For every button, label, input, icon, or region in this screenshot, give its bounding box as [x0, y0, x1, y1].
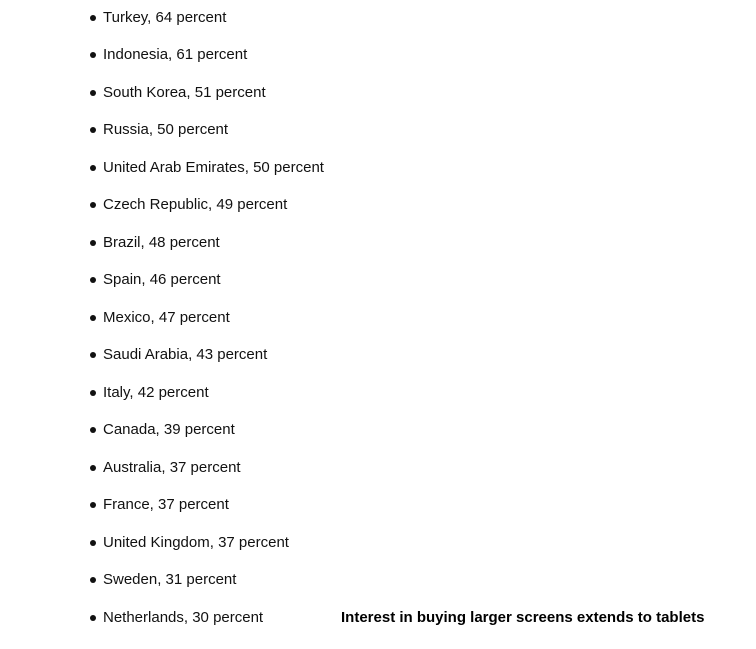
- list-item: [90, 533, 410, 553]
- bullet-icon: [90, 15, 96, 21]
- bullet-icon: [90, 90, 96, 96]
- list-item-text: Czech Republic, 49 percent: [103, 196, 288, 213]
- list-item-text: United Arab Emirates, 50 percent: [103, 159, 324, 176]
- list-item: [90, 383, 410, 403]
- list-item: [90, 45, 410, 65]
- list-item-text: France, 37 percent: [103, 496, 229, 513]
- list-item: [90, 8, 410, 28]
- list-item-text: Indonesia, 61 percent: [103, 46, 248, 63]
- bullet-icon: [90, 502, 96, 508]
- list-item-text: Australia, 37 percent: [103, 459, 241, 476]
- list-item: [90, 420, 410, 440]
- bullet-icon: [90, 127, 96, 133]
- list-item: [90, 83, 410, 103]
- list-item-text: South Korea, 51 percent: [103, 84, 266, 101]
- section-heading: Interest in buying larger screens extends to tablets: [341, 609, 705, 626]
- list-item: [90, 570, 410, 590]
- list-item-text: Sweden, 31 percent: [103, 571, 237, 588]
- bullet-icon: [90, 427, 96, 433]
- list-item-text: Brazil, 48 percent: [103, 234, 220, 251]
- list-item-text: Russia, 50 percent: [103, 121, 229, 138]
- bullet-icon: [90, 202, 96, 208]
- list-item: [90, 495, 410, 515]
- list-item: [90, 345, 410, 365]
- list-item: [90, 308, 410, 328]
- bullet-icon: [90, 165, 96, 171]
- list-item: [90, 270, 410, 290]
- list-item-text: Turkey, 64 percent: [103, 9, 227, 26]
- bullet-icon: [90, 240, 96, 246]
- bullet-icon: [90, 52, 96, 58]
- bullet-icon: [90, 352, 96, 358]
- list-item: [90, 233, 410, 253]
- list-item-text: Spain, 46 percent: [103, 271, 221, 288]
- list-item-text: Italy, 42 percent: [103, 384, 209, 401]
- list-item-text: Netherlands, 30 percent: [103, 609, 264, 626]
- list-item-text: Canada, 39 percent: [103, 421, 235, 438]
- bullet-icon: [90, 615, 96, 621]
- list-item: [90, 195, 410, 215]
- list-item: [90, 458, 410, 478]
- list-item-text: Mexico, 47 percent: [103, 309, 230, 326]
- bullet-icon: [90, 390, 96, 396]
- bullet-icon: [90, 277, 96, 283]
- bullet-icon: [90, 577, 96, 583]
- list-item: [90, 120, 410, 140]
- list-item-text: United Kingdom, 37 percent: [103, 534, 289, 551]
- bullet-icon: [90, 540, 96, 546]
- bullet-icon: [90, 315, 96, 321]
- list-item: [90, 158, 410, 178]
- list-item-text: Saudi Arabia, 43 percent: [103, 346, 268, 363]
- bullet-icon: [90, 465, 96, 471]
